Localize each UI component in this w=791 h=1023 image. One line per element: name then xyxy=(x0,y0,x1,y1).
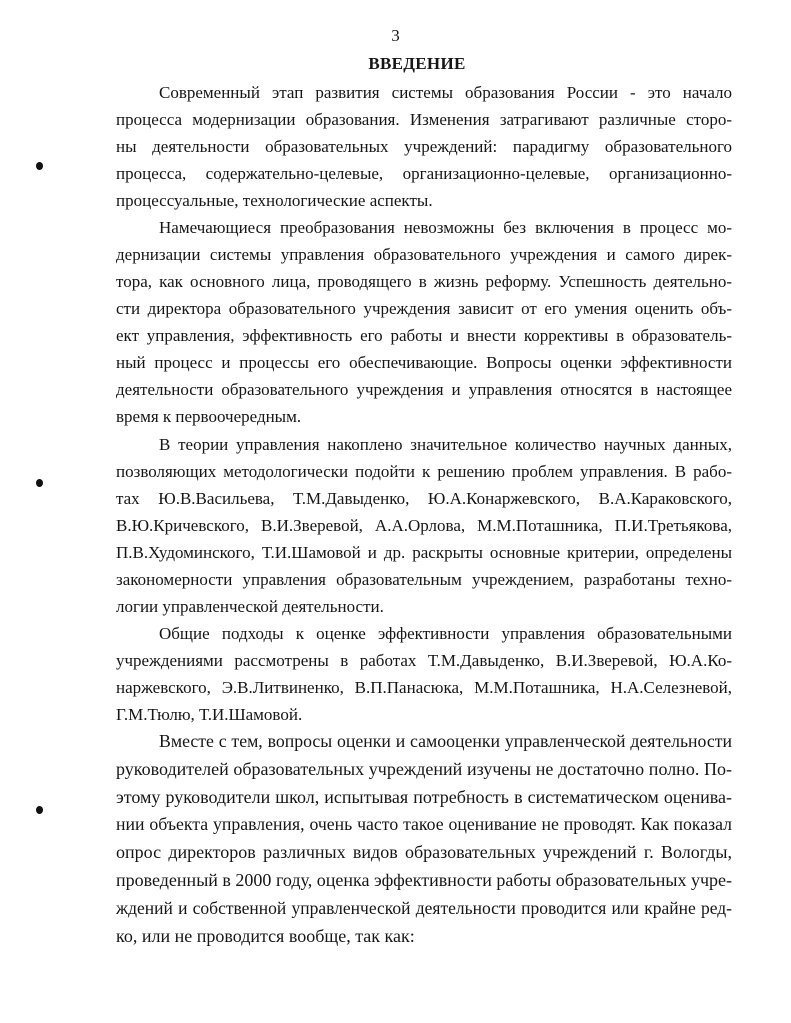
page-number: 3 xyxy=(391,26,400,45)
paragraph-5 xyxy=(116,728,732,950)
paragraph-2 xyxy=(116,214,732,430)
binder-hole-mark xyxy=(36,479,43,487)
paragraph-1 xyxy=(116,79,732,214)
text-line: Вместе с тем, вопросы оценки и самооценки управленческой деятельности xyxy=(159,731,732,751)
binder-hole-mark xyxy=(36,806,43,814)
text-line: время к первоочередным. xyxy=(116,407,302,426)
binder-hole-mark xyxy=(36,162,43,170)
text-line: Намечающиеся преобразования невозможны без включения в процесс мо- xyxy=(159,218,732,237)
text-line: ект управления, эффективность его работы и внести коррективы в образователь- xyxy=(116,326,732,345)
page-heading: ВВЕДЕНИЕ xyxy=(368,54,466,73)
text-line: сти директора образовательного учреждения зависит от его умения оценить объ- xyxy=(116,299,732,318)
text-line: дернизации системы управления образовательного учреждения и самого дирек- xyxy=(116,245,732,264)
text-line: В.Ю.Кричевского, В.И.Зверевой, А.А.Орлова, М.М.Поташника, П.И.Третьякова, xyxy=(116,516,732,535)
text-line: этому руководители школ, испытывая потребность в систематическом оценива- xyxy=(116,786,732,807)
paragraph-3 xyxy=(116,431,732,620)
text-line: П.В.Худоминского, Т.И.Шамовой и др. раскрыты основные критерии, определены xyxy=(116,543,732,562)
text-line: проведенный в 2000 году, оценка эффективности работы образовательных учре- xyxy=(116,869,732,890)
text-line: Г.М.Тюлю, Т.И.Шамовой. xyxy=(116,705,303,724)
text-line: деятельности образовательного учреждения и управления относятся в настоящее xyxy=(116,380,732,399)
text-line: учреждениями рассмотрены в работах Т.М.Давыденко, В.И.Зверевой, Ю.А.Ко- xyxy=(116,651,732,670)
text-line: ны деятельности образовательных учреждений: парадигму образовательного xyxy=(116,137,732,156)
text-line: процесса, содержательно-целевые, организационно-целевые, организационно- xyxy=(116,164,732,183)
text-line: процесса модернизации образования. Изменения затрагивают различные сторо- xyxy=(116,110,732,129)
text-line: В теории управления накоплено значительное количество научных данных, xyxy=(159,435,732,454)
text-line: ждений и собственной управленческой деятельности проводится или крайне ред- xyxy=(116,897,732,918)
text-line: Общие подходы к оценке эффективности управления образовательными xyxy=(159,624,732,643)
text-line: тах Ю.В.Васильева, Т.М.Давыденко, Ю.А.Конаржевского, В.А.Караковского, xyxy=(116,489,732,508)
text-line: процессуальные, технологические аспекты. xyxy=(116,191,433,210)
paragraph-4 xyxy=(116,620,732,728)
text-line: опрос директоров различных видов образовательных учреждений г. Вологды, xyxy=(116,842,732,863)
text-line: ный процесс и процессы его обеспечивающие. Вопросы оценки эффективности xyxy=(116,353,732,372)
text-line: позволяющих методологически подойти к решению проблем управления. В рабо- xyxy=(116,462,732,481)
text-line: Современный этап развития системы образования России - это начало xyxy=(159,83,732,102)
text-line: нии объекта управления, очень часто такое оценивание не проводят. Как показал xyxy=(116,814,732,835)
text-line: логии управленческой деятельности. xyxy=(116,597,384,616)
text-line: руководителей образовательных учреждений изучены не достаточно полно. По- xyxy=(116,758,732,779)
text-line: наржевского, Э.В.Литвиненко, В.П.Панасюка, М.М.Поташника, Н.А.Селезневой, xyxy=(116,678,732,697)
text-line: ко, или не проводится вообще, так как: xyxy=(116,925,415,946)
text-line: тора, как основного лица, проводящего в жизнь реформу. Успешность деятельно- xyxy=(116,272,732,291)
text-line: закономерности управления образовательным учреждением, разработаны техно- xyxy=(116,570,732,589)
